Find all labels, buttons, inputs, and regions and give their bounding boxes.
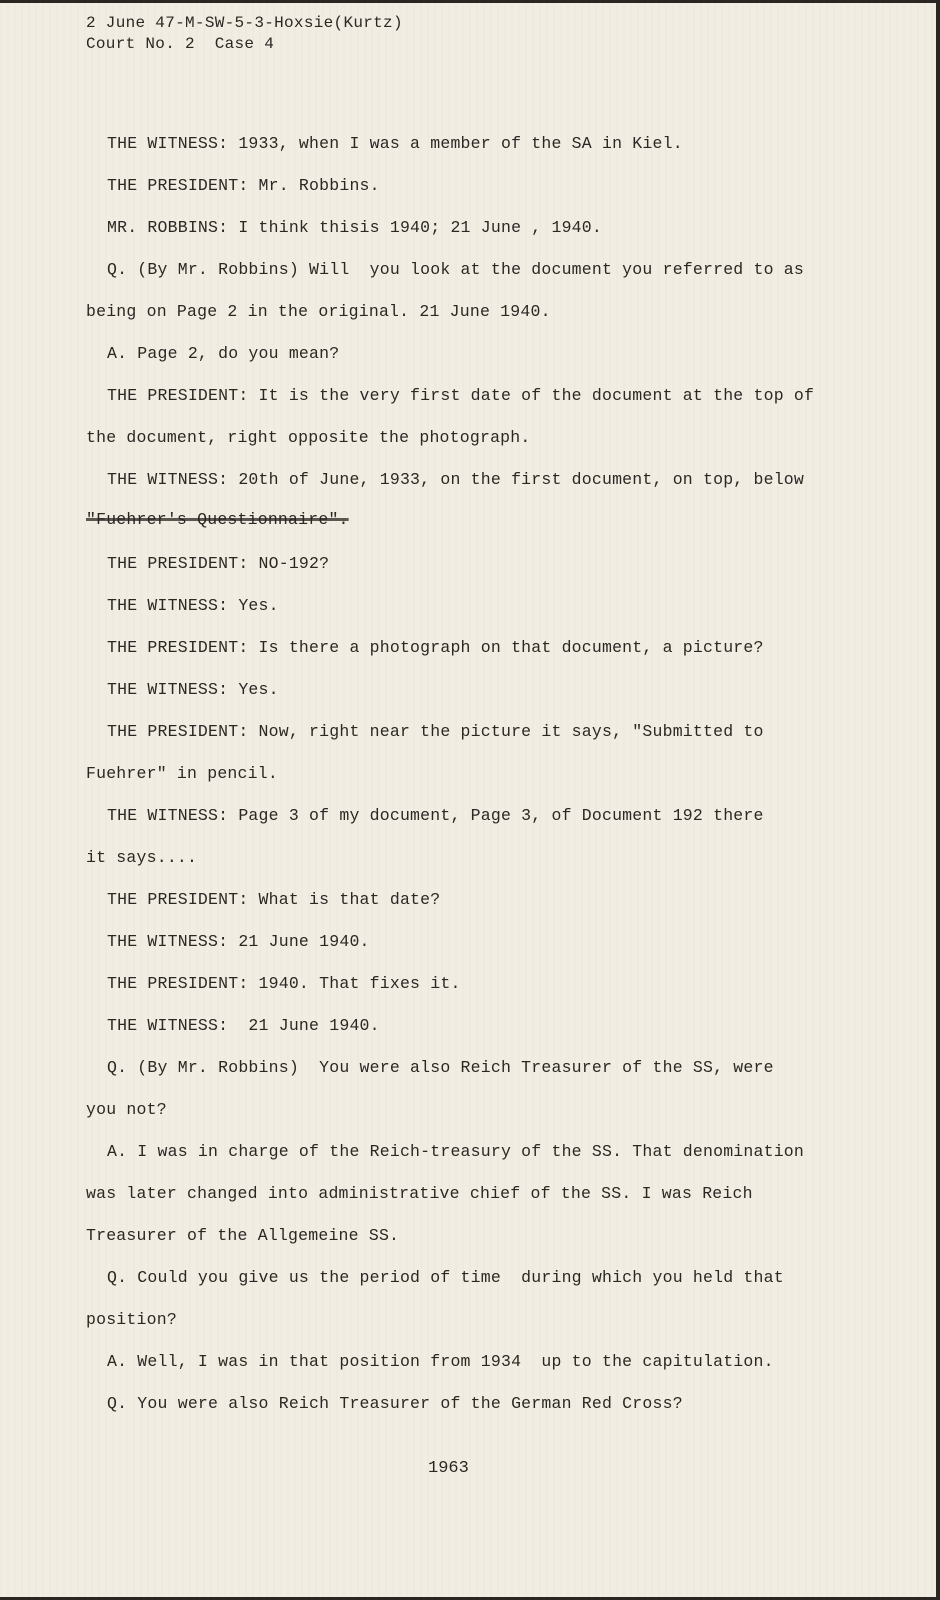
transcript-line: A. I was in charge of the Reich-treasury of the SS. That denomination [107, 1142, 805, 1161]
page-number: 1963 [428, 1459, 469, 1478]
header-session-line: 2 June 47-M-SW-5-3-Hoxsie(Kurtz) [86, 14, 403, 32]
transcript-line: THE PRESIDENT: 1940. That fixes it. [107, 974, 461, 993]
transcript-line: being on Page 2 in the original. 21 June 1940. [86, 302, 551, 321]
transcript-line: Fuehrer" in pencil. [86, 764, 278, 783]
transcript-line: THE WITNESS: 21 June 1940. [107, 1016, 380, 1035]
transcript-line: THE PRESIDENT: Is there a photograph on that document, a picture? [107, 638, 764, 657]
transcript-line: THE PRESIDENT: Mr. Robbins. [107, 176, 380, 195]
transcript-line: THE PRESIDENT: NO-192? [107, 554, 330, 573]
transcript-line: was later changed into administrative chief of the SS. I was Reich [86, 1184, 753, 1203]
transcript-line: THE PRESIDENT: Now, right near the picture it says, "Submitted to [107, 722, 764, 741]
transcript-line: you not? [86, 1100, 167, 1119]
transcript-line: Q. Could you give us the period of time during which you held that [107, 1268, 784, 1287]
transcript-line: Treasurer of the Allgemeine SS. [86, 1226, 400, 1245]
transcript-line: A. Well, I was in that position from 1934 up to the capitulation. [107, 1352, 774, 1371]
transcript-line: it says.... [86, 848, 198, 867]
document-header [86, 13, 403, 55]
transcript-line: MR. ROBBINS: I think thisis 1940; 21 June , 1940. [107, 218, 602, 237]
transcript-line: Q. (By Mr. Robbins) Will you look at the document you referred to as [107, 260, 805, 279]
transcript-line: A. Page 2, do you mean? [107, 344, 340, 363]
transcript-line: THE PRESIDENT: It is the very first date of the document at the top of [107, 386, 815, 405]
transcript-line: THE WITNESS: Yes. [107, 596, 279, 615]
transcript-line: THE PRESIDENT: What is that date? [107, 890, 441, 909]
document-page [0, 3, 936, 1597]
transcript-line: the document, right opposite the photograph. [86, 428, 531, 447]
transcript-line-struck: "Fuehrer's Questionnaire". [86, 510, 349, 529]
transcript-line: Q. (By Mr. Robbins) You were also Reich Treasurer of the SS, were [107, 1058, 774, 1077]
transcript-line: Q. You were also Reich Treasurer of the German Red Cross? [107, 1394, 683, 1413]
transcript-line: position? [86, 1310, 177, 1329]
transcript-line: THE WITNESS: 1933, when I was a member of the SA in Kiel. [107, 134, 683, 153]
transcript-line: THE WITNESS: Yes. [107, 680, 279, 699]
transcript-line: THE WITNESS: Page 3 of my document, Page 3, of Document 192 there [107, 806, 764, 825]
transcript-line: THE WITNESS: 21 June 1940. [107, 932, 370, 951]
header-court-line: Court No. 2 Case 4 [86, 35, 275, 53]
transcript-line: THE WITNESS: 20th of June, 1933, on the first document, on top, below [107, 470, 805, 489]
